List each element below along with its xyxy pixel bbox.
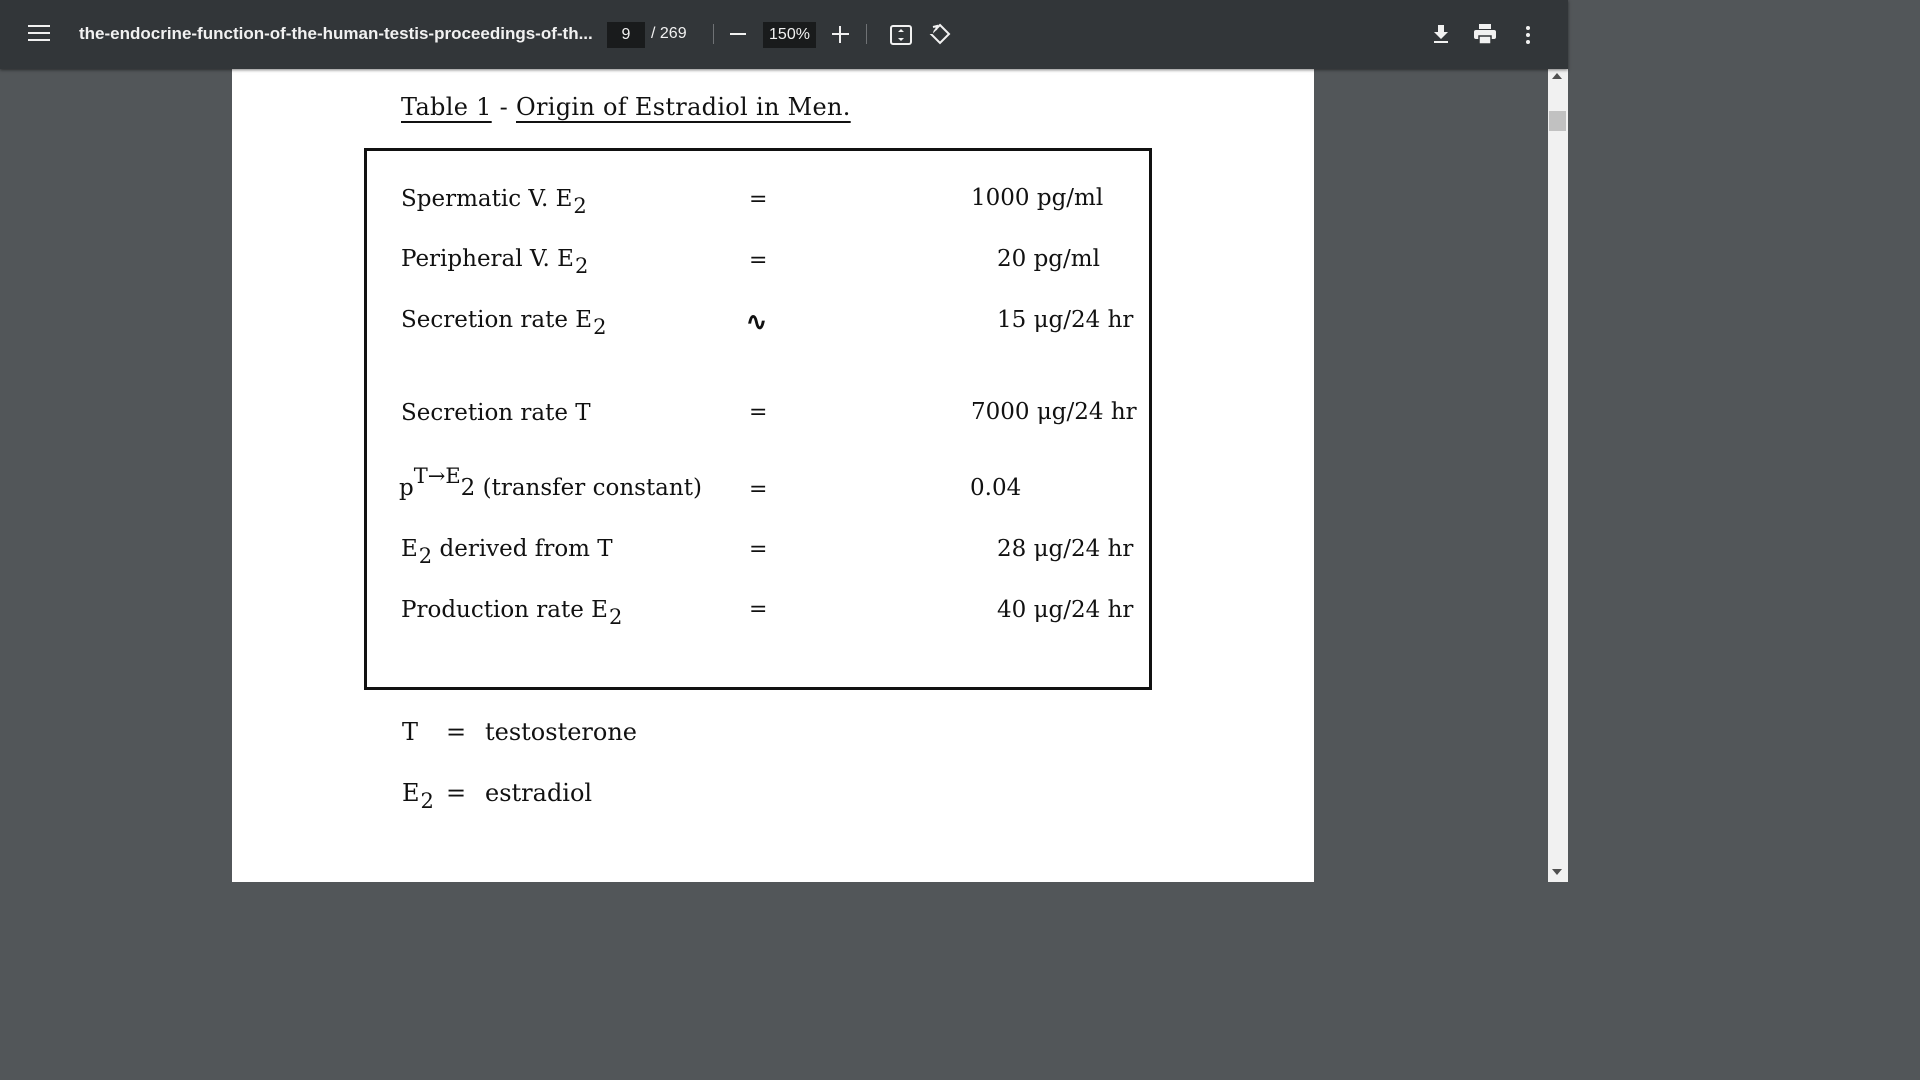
row-value: 7000 μg/24 hr — [971, 399, 1137, 425]
row-label: Secretion rate T — [401, 400, 591, 426]
caption-title: Origin of Estradiol in Men. — [516, 93, 851, 121]
table-caption — [401, 93, 851, 121]
row-label: $E_2$ derived from T — [401, 536, 613, 568]
row-value: 0.04 — [970, 475, 1022, 501]
zoom-in-icon[interactable] — [832, 26, 849, 43]
row-label: Peripheral V. $E_2$ — [401, 246, 589, 278]
row-label: Production rate $E_2$ — [401, 597, 623, 629]
document-title: the-endocrine-function-of-the-human-testis-proceedings-of-th... — [79, 24, 593, 43]
row-value: 20 pg/ml — [997, 246, 1100, 272]
page-number-input[interactable]: 9 — [607, 22, 645, 48]
legend-symbol: $E_2$ — [402, 779, 434, 813]
legend-meaning: estradiol — [485, 779, 593, 807]
row-operator: = — [749, 597, 768, 622]
row-operator: = — [749, 477, 768, 502]
row-label: Secretion rate $E_2$ — [401, 307, 607, 339]
row-value: 40 μg/24 hr — [997, 597, 1134, 623]
row-operator: = — [749, 187, 768, 212]
row-operator: ∿ — [746, 307, 767, 336]
row-value: 1000 pg/ml — [971, 185, 1104, 211]
row-operator: = — [749, 537, 768, 562]
row-label: Spermatic V. $E_2$ — [401, 186, 587, 218]
scroll-down-icon[interactable] — [1552, 869, 1562, 875]
legend-operator: = — [446, 779, 467, 807]
menu-icon[interactable] — [28, 25, 50, 44]
download-icon[interactable] — [1430, 23, 1452, 45]
row-operator: = — [749, 400, 768, 425]
toolbar-divider — [713, 24, 714, 44]
row-operator: = — [749, 248, 768, 273]
caption-dash: - — [499, 93, 509, 121]
caption-prefix: Table 1 — [401, 93, 492, 121]
row-value: 28 μg/24 hr — [997, 536, 1134, 562]
zoom-out-icon[interactable] — [730, 33, 746, 35]
print-icon[interactable] — [1473, 23, 1497, 45]
scrollbar-thumb[interactable] — [1549, 111, 1566, 131]
more-options-icon[interactable] — [1520, 24, 1536, 46]
pdf-page — [232, 69, 1314, 882]
pdf-toolbar — [0, 0, 1568, 69]
toolbar-divider — [866, 24, 867, 44]
page-total: / 269 — [651, 25, 687, 42]
scroll-up-icon[interactable] — [1552, 73, 1562, 79]
rotate-icon[interactable] — [928, 22, 952, 46]
zoom-level-input[interactable]: 150% — [763, 22, 816, 48]
vertical-scrollbar[interactable] — [1548, 69, 1568, 882]
legend-symbol: T — [402, 718, 419, 746]
row-label: $p^{T\to E}2$ (transfer constant) — [399, 464, 702, 501]
fit-page-icon[interactable] — [889, 23, 913, 47]
legend-meaning: testosterone — [485, 718, 638, 746]
legend-operator: = — [446, 718, 467, 746]
row-value: 15 μg/24 hr — [997, 307, 1134, 333]
